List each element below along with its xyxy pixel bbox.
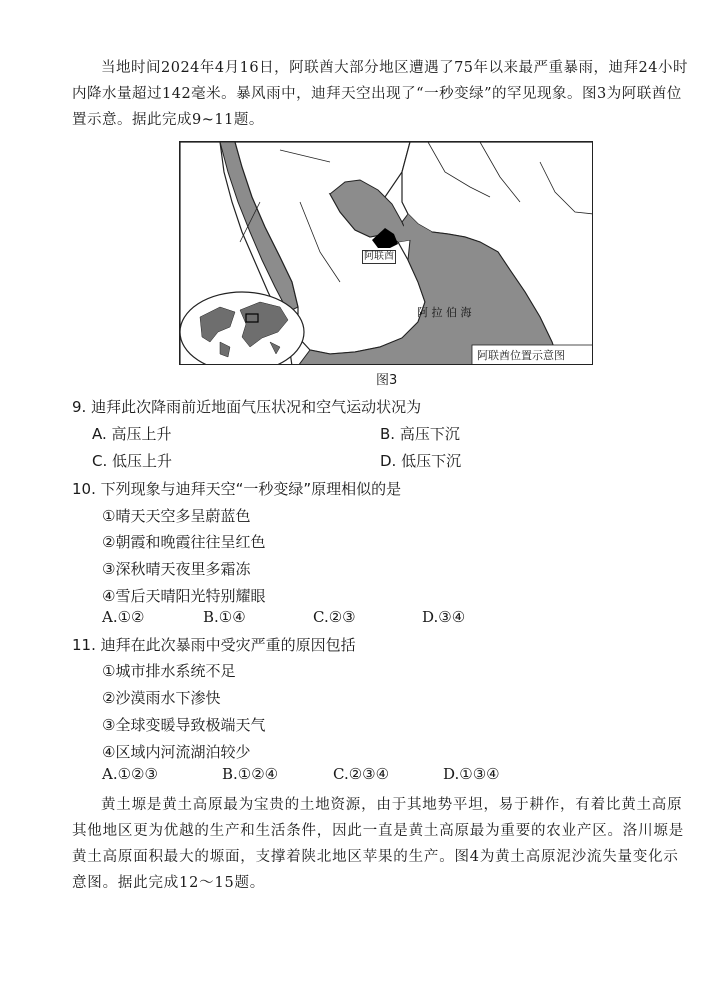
intro-paragraph: 当地时间2024年4月16日，阿联酋大部分地区遭遇了75年以来最严重暴雨，迪拜24小时内降水量超过142毫米。暴风雨中，迪拜天空出现了“一秒变绿”的罕见现象。图3为阿联酋位置示意。据此完成9~11题。 — [72, 60, 688, 128]
q11-option-a: A.①②③ — [102, 765, 158, 783]
q10-item-1: ①晴天天空多呈蔚蓝色 — [102, 507, 251, 525]
map-title: 阿联酋位置示意图 — [477, 349, 565, 362]
q9-option-b: B. 高压下沉 — [380, 425, 460, 443]
question-10-stem: 10. 下列现象与迪拜天空“一秒变绿”原理相似的是 — [72, 480, 402, 498]
q10-item-4: ④雪后天晴阳光特别耀眼 — [102, 587, 266, 605]
q11-item-1: ①城市排水系统不足 — [102, 662, 236, 680]
uae-label: 阿联酋 — [364, 251, 394, 262]
q11-item-3: ③全球变暖导致极端天气 — [102, 716, 266, 734]
q11-item-4: ④区域内河流湖泊较少 — [102, 743, 251, 761]
q10-item-3: ③深秋晴天夜里多霜冻 — [102, 560, 251, 578]
q11-option-b: B.①②④ — [222, 765, 279, 783]
q11-option-d: D.①③④ — [443, 765, 500, 783]
q9-option-c: C. 低压上升 — [92, 452, 173, 470]
q10-option-d: D.③④ — [422, 608, 466, 626]
question-11-stem: 11. 迪拜在此次暴雨中受灾严重的原因包括 — [72, 636, 356, 654]
q10-item-2: ②朝霞和晚霞往往呈红色 — [102, 533, 266, 551]
q9-option-a: A. 高压上升 — [92, 425, 172, 443]
question-9-stem: 9. 迪拜此次降雨前近地面气压状况和空气运动状况为 — [72, 398, 422, 416]
q9-option-d: D. 低压下沉 — [380, 452, 462, 470]
arabian-sea-label: 阿 拉 伯 海 — [417, 306, 472, 319]
q11-option-c: C.②③④ — [333, 765, 390, 783]
figure-caption: 图3 — [376, 373, 398, 388]
q11-item-2: ②沙漠雨水下渗快 — [102, 689, 221, 707]
q10-option-b: B.①④ — [203, 608, 246, 626]
passage-2-paragraph: 黄土塬是黄土高原最为宝贵的土地资源，由于其地势平坦，易于耕作，有着比黄土高原其他地区更为优越的生产和生活条件，因此一直是黄土高原最为重要的农业产区。洛川塬是黄土高原面积最大的塬面，支撑着陕北地区苹果的生产。图4为黄土高原泥沙流失量变化示意图。据此完成12～15题。 — [72, 797, 684, 891]
q10-option-c: C.②③ — [313, 608, 356, 626]
uae-location-map — [179, 141, 593, 365]
inset-globe — [180, 292, 304, 365]
q10-option-a: A.①② — [102, 608, 145, 626]
